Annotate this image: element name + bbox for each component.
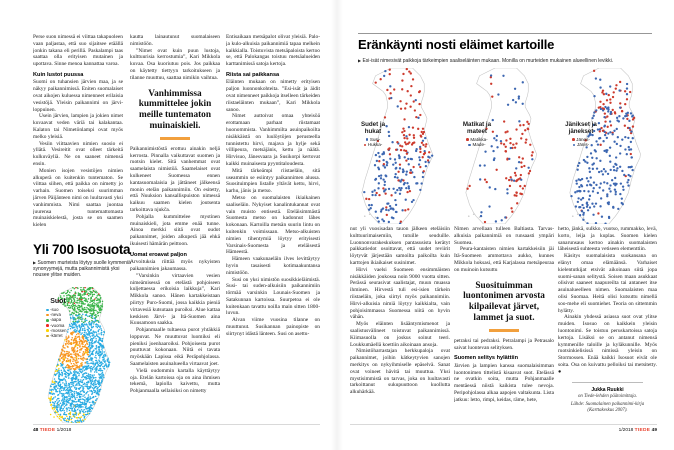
body-paragraph: Suomi on tuhansien järvien maa, ja se näkyy paikannimissä. Eniten suomalaiset ovat aikojen kuluessa nimenneet erilaisia vesistöjä. Yleisin paikannimi on järvi-loppuinen. (33, 79, 123, 113)
right-page-footer (619, 428, 657, 433)
left-column-2 (130, 34, 220, 422)
body-paragraph: Nimen arvellaan tulleen Baltiasta. Tarvas-alkuisia paikannimiä on runsaasti ympäri Suomea. (454, 226, 554, 246)
body-paragraph: ”Varsinkin virtaavien vesien nimeämisessä on etelästä pohjoiseen kuljettaessa erikoisia laikkuja”, Kari Mikkola sanoo. Hänen kartakkeistaan piirtyy Puro-Suomi, jossa kaikkia pieniä virtavesiä kutsutaan puroiksi. Alue kattaa keskisen Järvi- ja Itä-Suomen aina Kuusamoon saakka. (130, 272, 220, 327)
body-paragraph: Usein järvien, lampien ja jokien nimet kuvaavat veden väriä tai kalakantaa. Kalaton tai Nimetönlampi ovat myös melko yleisiä. (33, 113, 123, 140)
left-column-1 (33, 34, 123, 240)
map-label (40, 298, 76, 338)
column-subheading: Uomat eroavat paljon (130, 251, 187, 258)
source-note: Lähde: Suomalainen paikannimi-kirja (Karttakeskus 2007). (570, 402, 645, 413)
map-matikat-ja-mateet (454, 68, 557, 224)
map-legend (350, 137, 396, 148)
body-paragraph: Hirvi vaelsi Suomeen ensimmäisten nisäkkäiden joukossa noin 9000 vuotta sitten. Perässä seurasivat saalistajat, muun muassa ihminen. Hirvestä tuli esi-isien tärkein riistaeläin, joka siirtyi myös paikannimiin. Hirvi-alkuisia nimiä löytyy kaikkialta, vain pohjoisimmassa Suomessa niitä on hyvin vähän. (350, 266, 450, 321)
map-janikset-ja-janekset (558, 68, 661, 224)
map-title: Matikat ja mateet (462, 121, 492, 135)
body-paragraph: Pohjanmaalle tultaessa purot yhtäkkiä loppuvat. Ne muuttuvat luomiksi eli pieniksi joenhaaroiksi. Pohjoisesta purot puuttuvat kokonaan. Niitä ei tavata myöskään Lapissa eikä Peräpohjolassa. Saamelaisten asuinalueella virtaavat joet. (130, 327, 220, 368)
legend-swatch (46, 329, 49, 332)
feature-headline: Yli 700 Isosuota (33, 242, 131, 257)
legend-label: -vuoma (50, 322, 65, 328)
body-paragraph: Metso on suomalaisten ikiaikainen saaliseläin. Nykyiset kanalintukannat ovat vain muisto entisestä. Eteläisimmästä Suomesta metso on kadonnut lähes kokonaan. Kartoilla metsän suurin lintu on kuitenkin voimissaan. Metso-alkuisten nimien tihentymiä löytyy erityisesti Varsinais-Suomesta ja eteläisestä Hämeestä. (226, 194, 320, 256)
feature-kicker (33, 260, 133, 278)
right-column-1 (350, 226, 450, 426)
map-legend (40, 307, 76, 338)
map-label (350, 122, 396, 148)
author-role: on Tiede-lehden päätoimittaja. (577, 394, 638, 400)
right-column-3-text (558, 226, 657, 376)
legend-label: Susi- (369, 136, 381, 142)
legend-entry (350, 142, 396, 148)
map-label (454, 122, 500, 148)
pull-quote-text: Suosituimman luontonimen arvosta kilpailevat järvet, lammet ja suot. (463, 280, 545, 323)
body-paragraph: Nimistöharrastajan herkkupaloja ovat paikannimet, joihin kätkeytyvien sanojen merkitys on nykyihmiselle epäselvä. Sanat ovat voineet hävitä tai muuttua. Yksi mystisimmistä on tarvas, joka on luultavasti tarkoittanut sukupuuttoon kuollutta alkuhärkää. (350, 348, 450, 396)
legend-swatch (572, 138, 575, 141)
body-paragraph: Perse suon nimessä ei viittaa takapuoleen vaan paljastaa, että suo sijaitsee etäällä jonkin takana eli perillä. Paskalampi taas saattaa olla erityisen mutainen ja upottava. Sinne menoa kannattaa varoa. (33, 34, 123, 68)
pull-quote-accent-rule (160, 137, 190, 140)
legend-swatch (46, 319, 49, 322)
issue-number: 1/2018 (56, 428, 72, 433)
suot-distribution-map (38, 287, 128, 423)
legend-entry (454, 142, 500, 148)
body-paragraph: Myös eläinten lisääntymismenot ja saalistusvälineet toistuvat paikannimissä. Kiimasuolla on joskus soinut teeri. Loukkumäellä koettiin aikoinaan ansoja. (350, 321, 450, 348)
legend-label: Matikka- (470, 136, 488, 142)
body-paragraph: Järvien ja lampien kanssa suomalaisimman luontonimen tittelistä kisaavat suot. Etelässä ne ovatkin soita, mutta Pohjanmaalle mentäessä niistä kaikista tulee nevoja. Peripohjolassa alkaa aapojen valtakunta. Lista jatkuu: letto, rimpi, keidas, räme, hete, (454, 362, 554, 403)
legend-swatch (573, 144, 576, 147)
legend-swatch (46, 314, 49, 317)
legend-label: Made- (472, 142, 486, 148)
body-paragraph: Vesiin viittaavien nimien suosio ei yllätä. Vesireitit ovat olleet tärkeitä kulkuväyliä. Ne on saaneet nimensä ensin. (33, 140, 123, 167)
body-paragraph: Susi on yksi nimistön suosikkieläimistä. Susi- tai suden-alkuisiin paikannimiin törmää varsinkin Lounais-Suomen ja Satakunnan kartoissa. Suurpetoa ei ole kuitenkaan tavattu noilla main sitten 1800-luvun. (226, 276, 320, 317)
magazine-logo: TIEDE (634, 428, 651, 433)
left-column-3 (226, 34, 320, 422)
arrow-icon: ▶ (33, 260, 37, 265)
map-legend (558, 137, 604, 148)
arrow-icon: ▶ (358, 58, 362, 63)
right-column-3 (558, 226, 657, 426)
legend-label: -neva (50, 312, 61, 318)
body-paragraph: Mitä tärkeämpi riistaeläin, sitä useammin se esiintyy paikannimen alussa. Suosituimpien listalle yltävät kettu, hirvi, karhu, jänis ja metso. (226, 167, 320, 195)
legend-label: -mossen (50, 327, 67, 333)
column-subheading: Suomen selitys hylättiin (454, 355, 519, 362)
right-footer-rule (350, 424, 657, 425)
legend-swatch (46, 335, 49, 338)
body-paragraph: Pohjalla kummittelee mystinen muinaiskieli, jota emme enää tunne. Ainoa merkki siitä ovat oudot paikannimet, joiden alkuperä jää ehkä ikuisesti hämärän peittoon. (130, 213, 220, 247)
pull-quote (455, 281, 553, 332)
body-paragraph: Aivan viime vuosina tilanne on muuttunut. Susikannan painopiste on siirtynyt idästä länteen. Susi on asettu- (226, 317, 320, 337)
legend-swatch (466, 138, 469, 141)
column-subheading: Riista sai paikkansa (226, 71, 280, 78)
page-number: 48 (33, 428, 39, 433)
body-paragraph: hetto, jänkä, sulkko, vuotso, rummakko, levä, korto, leija ja kuplas. Suomen kielen sanarunsaus kertoo ainakin suomalaisten läheisestä suhteesta vetiseen elementtiin. (558, 226, 657, 253)
body-paragraph: kautta lainautunut suomalaiseen nimistöön. (130, 34, 220, 47)
body-paragraph: Entisaikaan metsäpalot olivat yleisiä. Palo- ja kulo-alkuisia paikannimiä tapaa melkein kaikkialla. Toistuvista metsäpaloista kertoo se, että Palokangas toistuu metsäalueiden karttanimissä satoja kertoja. (226, 34, 320, 68)
body-paragraph: Eläinten mukaan on nimetty erityisen paljon luonnonkohteita. ”Esi-isät ja äidit ovat nimenneet paikkoja itselleen tärkeiden riistaeläinten mukaan”, Kari Mikkola sanoo. (226, 79, 320, 113)
body-paragraph: Ainakin yhdessä asiassa suot ovat ylitse muiden. Isosuo on kaikkein yleisin luontonimi. Se toistuu peruskartoissa satoja kertoja. Lisäksi se on antanut nimensä kymmenille taloille ja kyläkunnille. Myös ruotsinkielisissä nimissä yleisin on Stormossen. Enää kaikki Isosuot eivät ole soita. Osa on kuivattu pelloiksi tai metsitetty. ● (558, 314, 657, 375)
page-gutter (331, 0, 343, 450)
body-paragraph: Monien isojen vesistöjen nimien alkuperä on kuitenkin tuntematon. Se viittaa siihen, että paikka on nimetty jo varhain. Suomen toiseksi suurimman järven Päijänteen nimi on luultavasti yksi vanhimmista. Nimi saattaa juontaa juurensa tuntemattomasta muinaiskielestä, josta se on saamen kielen (33, 167, 123, 229)
headline-rule (358, 33, 652, 34)
body-paragraph: Paikannimistöstä erottuu ainakin neljä kerrosta. Pinnalla vaikuttavat suomen ja ruotsin kielet. Sitä vanhemmat ovat saamelaista nimistöä. Saamelaiset ovat kulkeneet Suomessa ennen kantasuomalaisia ja jättäneet jälkeensä monin etelän paikannimiin. On esitetty, että Nuuksion kansallispuiston nimessä kaikuu saamen kielen joutsenta tarkoittava njukča. (130, 145, 220, 213)
body-paragraph: Nimet auttoivat omaa yhteisöä erottamaan parhaat riistamaat huonommista. Vanhimmilta asuinpaikoilta nisäkkäistä on luulöytöjen perusteella tunnistettu hirvi, majava ja hylje sekä villipeura, metsäjänis, kettu ja näätä. Hirvisuo, Jänesvaara ja Susikorpi kertovat kaikki muinaisesta pyyntitaloudesta. (226, 113, 320, 167)
map-legend (454, 137, 500, 148)
legend-label: -suo (50, 307, 59, 312)
issue-number: 1/2018 (618, 428, 634, 433)
body-paragraph: Vielä oudommin kartalla käyttäytyy oja. Etelän kartoissa oja on aina ihmisen tekemä, lapiolla kaivettu, mutta Pohjanmaalla sellaisiksi on nimetty (130, 367, 220, 395)
legend-swatch (46, 309, 49, 312)
legend-swatch (46, 324, 49, 327)
body-paragraph: petraksi tai pedraksi. Petralampi ja Petrasalo saivat luontevan selityksen. (454, 337, 554, 351)
magazine-logo: TIEDE (39, 428, 56, 433)
map-title: Jänikset ja jänekset (565, 121, 597, 135)
legend-swatch (366, 138, 369, 141)
article-kicker-text: Esi-isät nimesivät paikkoja tärkeimpien saaliseläinten mukaan. Monilla on murteiden mukainen alueellinen levikki. (362, 58, 614, 64)
legend-entry (558, 142, 604, 148)
author-credit (558, 387, 657, 414)
right-column-2 (454, 226, 554, 426)
legend-swatch (468, 144, 471, 147)
legend-entry (46, 333, 76, 338)
legend-label: Jänis- (576, 142, 590, 148)
article-headline: Eränkäynti nosti eläimet kartoille (358, 37, 555, 52)
pull-quote-text: Vanhimmissa kummittelee jokin meille tuntematon muinaiskieli. (138, 88, 212, 131)
body-paragraph: Arvoituksia riittää myös nykyisten paikannimien jakaumassa. (130, 259, 220, 272)
feature-block (33, 242, 133, 278)
body-paragraph: Peura-kantaisten nimien kartakkeisiin jäi Itä-Suomeen ammottava aukko, kunnes Mikkola hoksasi, että Karjalassa metsäpeuraa on muinoin kutsuttu (454, 246, 554, 273)
body-paragraph: nut yli vuosisadan tauon jälkeen eteläisiin kulttuurimaisemiin, tutuille seuduille. Luonnonvarakeskuksen pantasusista kerätyt paikkatiedot osoittavat, että uudet reviirit löytyvät järjestään samoilta paikoilta kuin karttojen ikiaikaiset susinimet. (350, 226, 450, 266)
map-title: Sudet ja hukat (360, 121, 386, 135)
pull-quote-accent-rule (489, 329, 519, 332)
body-paragraph: Hämeen vaakunaeläin ilves levittäytyy hyvin tasaisesti kotimaakuntansa nimistöön. (226, 256, 320, 276)
pull-quote (131, 89, 219, 140)
page-number: 49 (651, 428, 657, 433)
body-paragraph: Käsitys suomalaisista suokansana on elänyt omaa elämäänsä. Varhaiset kielentutkijat etsivät aikoinaan siitä jopa suomi-sanan selitystä. Soisen maan asukkaat olisivat saaneet naapureilta tai antaneet itse asuinalueelleen nimen. Suomalaisten maa olisi Suomaa. Heitä olisi kutsuttu nimellä soo-mehe eli suomiehet. Teoria on sittemmin hylätty. (558, 253, 657, 314)
map-sudet-ja-hukat (350, 68, 453, 224)
legend-label: -aapa (50, 317, 62, 323)
left-footer-rule (33, 424, 320, 425)
left-page-footer (33, 428, 71, 433)
end-of-article-divider (572, 382, 643, 383)
right-page (337, 0, 674, 450)
article-kicker (358, 58, 658, 64)
map-label (558, 122, 604, 148)
body-paragraph: ”Nimet ovat kuin puun lustoja, kulttuurisia kerrostumia”, Kari Mikkola kuvaa. Osa kuoriutuu pois. Jos paikkaa on käytetty tiettyyn tarkoitukseen ja tilanne muuttuu, saattaa nimikin vaihtua. (130, 47, 220, 81)
legend-swatch (364, 144, 367, 147)
feature-kicker-text: Suomen murteista löytyy suolle kymmeniä synonyymejä, mutta paikannimistä yksi nousee ylitse muiden. (33, 260, 131, 278)
legend-label: -kärret (50, 333, 63, 339)
legend-label: Hukka- (367, 142, 383, 148)
legend-label: Jänes- (576, 136, 590, 142)
column-subheading: Kuin lustot puussa (33, 71, 84, 78)
map-title: Suot (50, 298, 66, 305)
author-name: Jukka Ruukki (591, 386, 624, 393)
